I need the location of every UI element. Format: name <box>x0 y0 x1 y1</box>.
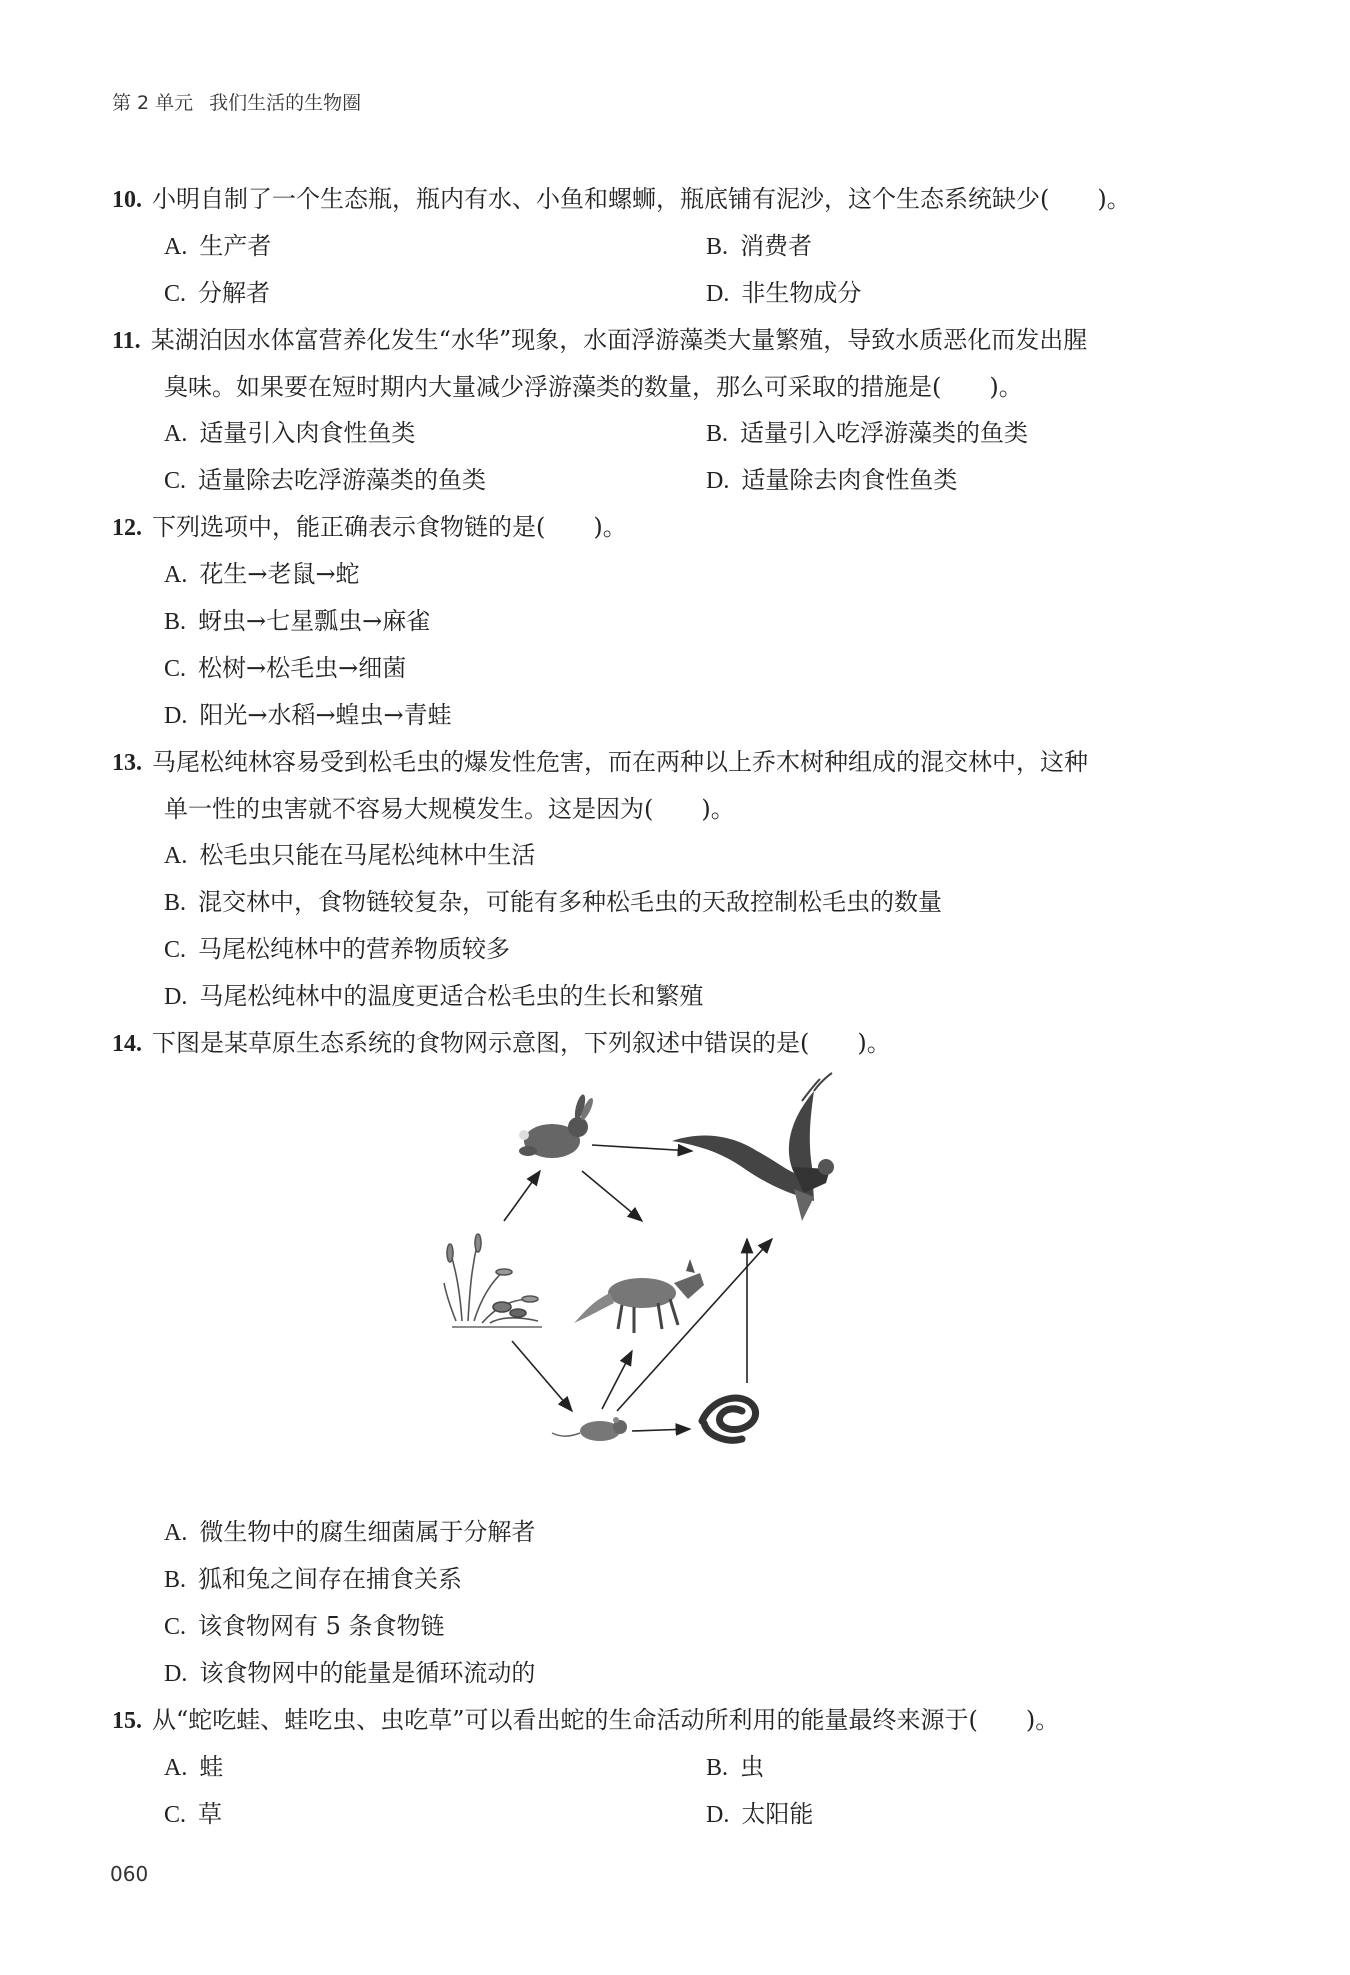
arrow-grass-to-mouse <box>512 1341 572 1411</box>
option-b: B. 适量引入吃浮游藻类的鱼类 <box>706 419 1029 447</box>
food-web-diagram <box>442 1071 922 1501</box>
option-c: C. 分解者 <box>164 279 271 307</box>
option-c: C. 草 <box>164 1800 223 1828</box>
eagle-icon <box>672 1073 834 1221</box>
option-c: C. 马尾松纯林中的营养物质较多 <box>164 935 511 963</box>
option-a: A. 松毛虫只能在马尾松纯林中生活 <box>164 841 536 869</box>
option-b: B. 混交林中，食物链较复杂，可能有多种松毛虫的天敌控制松毛虫的数量 <box>164 888 943 916</box>
question-11 <box>112 317 1252 364</box>
option-d: D. 该食物网中的能量是循环流动的 <box>164 1659 536 1687</box>
grass-icon <box>444 1234 542 1327</box>
option-a: A. 生产者 <box>164 232 272 260</box>
question-list <box>112 176 1252 1838</box>
option-d: D. 马尾松纯林中的温度更适合松毛虫的生长和繁殖 <box>164 982 704 1010</box>
food-web-figure <box>112 1071 1252 1501</box>
arrow-rabbit-to-fox <box>582 1171 642 1221</box>
option-d: D. 非生物成分 <box>706 279 862 307</box>
arrow-grass-to-rabbit <box>504 1171 540 1221</box>
option-c: C. 适量除去吃浮游藻类的鱼类 <box>164 466 487 494</box>
option-c: C. 松树→松毛虫→细菌 <box>164 654 407 682</box>
option-b: B. 消费者 <box>706 232 813 260</box>
option-a: A. 微生物中的腐生细菌属于分解者 <box>164 1518 536 1546</box>
question-number: 15. <box>112 1708 142 1734</box>
option-b: B. 蚜虫→七星瓢虫→麻雀 <box>164 607 431 635</box>
arrow-mouse-to-eagle <box>617 1239 772 1411</box>
question-15 <box>112 1697 1252 1744</box>
arrow-mouse-to-snake <box>632 1429 690 1431</box>
question-14-options <box>112 1509 1252 1697</box>
question-15-options <box>112 1744 1252 1838</box>
question-text-line2: 臭味。如果要在短时期内大量减少浮游藻类的数量，那么可采取的措施是( )。 <box>164 373 1023 401</box>
question-number: 13. <box>112 750 142 776</box>
question-number: 10. <box>112 187 142 213</box>
unit-title: 我们生活的生物圈 <box>209 92 362 114</box>
arrow-rabbit-to-eagle <box>592 1145 692 1151</box>
snake-icon <box>702 1398 756 1440</box>
question-11-options <box>112 410 1252 504</box>
question-12 <box>112 504 1252 551</box>
option-c: C. 该食物网有 5 条食物链 <box>164 1612 445 1640</box>
question-12-options <box>112 551 1252 739</box>
fox-icon <box>574 1259 704 1333</box>
question-number: 14. <box>112 1031 142 1057</box>
question-14 <box>112 1020 1252 1067</box>
question-text: 小明自制了一个生态瓶，瓶内有水、小鱼和螺蛳，瓶底铺有泥沙，这个生态系统缺少( )。 <box>152 185 1131 213</box>
option-b: B. 狐和兔之间存在捕食关系 <box>164 1565 463 1593</box>
question-10-options <box>112 223 1252 317</box>
option-d: D. 适量除去肉食性鱼类 <box>706 466 958 494</box>
option-d: D. 阳光→水稻→蝗虫→青蛙 <box>164 701 452 729</box>
question-10 <box>112 176 1252 223</box>
question-text-line1: 马尾松纯林容易受到松毛虫的爆发性危害，而在两种以上乔木树种组成的混交林中，这种 <box>152 748 1088 776</box>
option-a: A. 适量引入肉食性鱼类 <box>164 419 416 447</box>
question-13-options <box>112 832 1252 1020</box>
mouse-icon <box>552 1417 627 1441</box>
question-text-line2: 单一性的虫害就不容易大规模发生。这是因为( )。 <box>164 795 735 823</box>
question-text: 下图是某草原生态系统的食物网示意图，下列叙述中错误的是( )。 <box>152 1029 891 1057</box>
page-number: 060 <box>110 1862 149 1886</box>
option-a: A. 蛙 <box>164 1753 224 1781</box>
question-number: 11. <box>112 328 141 354</box>
question-13 <box>112 739 1252 786</box>
option-a: A. 花生→老鼠→蛇 <box>164 560 360 588</box>
option-d: D. 太阳能 <box>706 1800 814 1828</box>
question-text: 从“蛇吃蛙、蛙吃虫、虫吃草”可以看出蛇的生命活动所利用的能量最终来源于( )。 <box>152 1706 1060 1734</box>
unit-label: 第 2 单元 <box>112 92 194 114</box>
option-b: B. 虫 <box>706 1753 765 1781</box>
question-text: 下列选项中，能正确表示食物链的是( )。 <box>152 513 627 541</box>
question-number: 12. <box>112 515 142 541</box>
question-text-line1: 某湖泊因水体富营养化发生“水华”现象，水面浮游藻类大量繁殖，导致水质恶化而发出腥 <box>150 326 1088 354</box>
rabbit-icon <box>519 1093 595 1158</box>
page-header <box>112 88 361 115</box>
